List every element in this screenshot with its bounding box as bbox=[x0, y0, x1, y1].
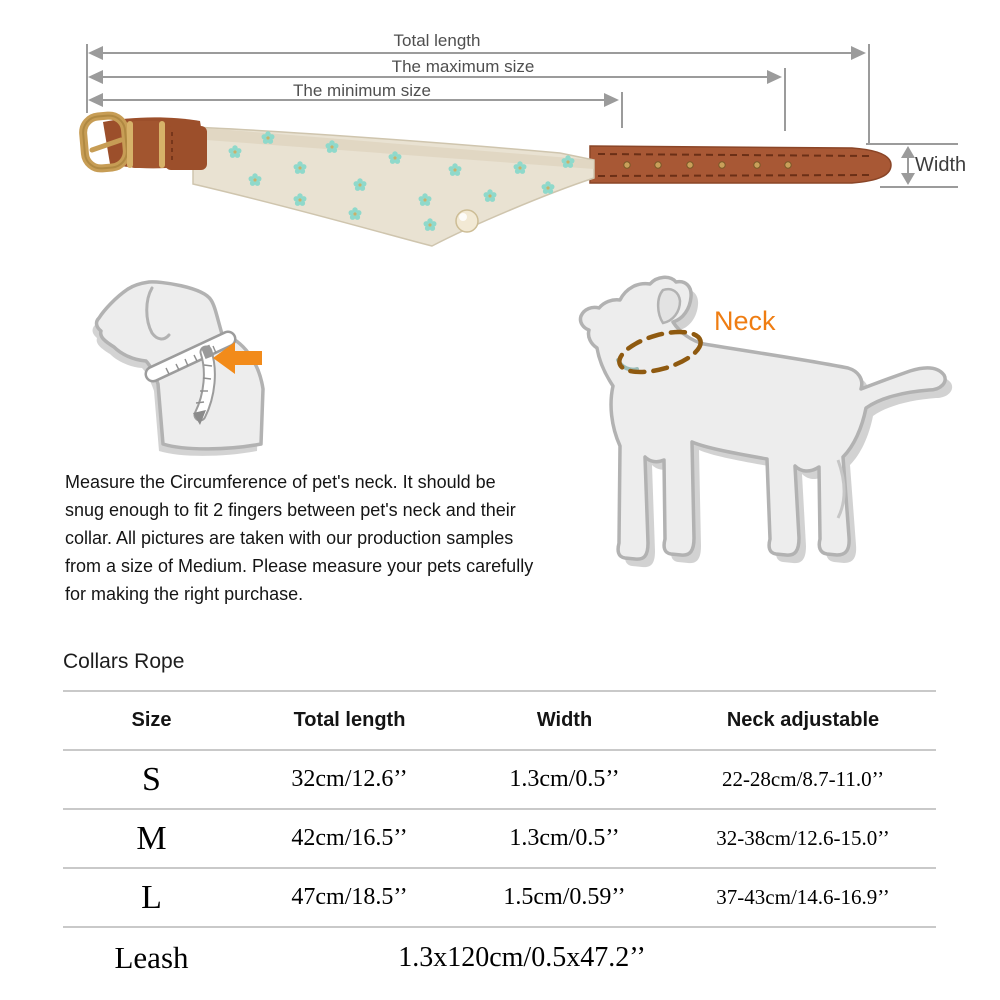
width-label: Width bbox=[915, 154, 967, 176]
col-header-width: Width bbox=[536, 709, 593, 731]
bandana bbox=[193, 127, 594, 246]
neck-adjustable-value: 22-28cm/8.7-11.0’’ bbox=[721, 767, 885, 791]
table-row bbox=[63, 751, 936, 810]
collar-illustration bbox=[82, 114, 891, 246]
minimum-size-label: The minimum size bbox=[293, 81, 431, 100]
table-row bbox=[63, 810, 936, 869]
total-length-value: 47cm/18.5’’ bbox=[291, 884, 408, 910]
size-value: M bbox=[136, 819, 167, 857]
neck-adjustable-value: 37-43cm/14.6-16.9’’ bbox=[716, 885, 890, 909]
total-length-value: 42cm/16.5’’ bbox=[291, 825, 408, 851]
note-line: Measure the Circumference of pet's neck. It should be bbox=[65, 472, 496, 492]
note-line: for making the right purchase. bbox=[65, 584, 304, 604]
collar-strap bbox=[590, 146, 891, 183]
pearl-button bbox=[456, 210, 478, 232]
size-table bbox=[63, 650, 936, 988]
maximum-size-label: The maximum size bbox=[391, 57, 535, 76]
size-value: L bbox=[141, 878, 162, 916]
size-table-grid bbox=[63, 690, 936, 988]
measurement-note bbox=[65, 468, 533, 608]
col-header-neck-adjustable: Neck adjustable bbox=[726, 709, 880, 731]
dog-head-illustration bbox=[93, 282, 263, 456]
leash-value: 1.3x120cm/0.5x47.2’’ bbox=[398, 942, 646, 973]
col-header-size: Size bbox=[131, 709, 172, 731]
total-length-label: Total length bbox=[393, 31, 481, 50]
table-title: Collars Rope bbox=[63, 650, 185, 673]
width-value: 1.3cm/0.5’’ bbox=[509, 766, 620, 792]
width-value: 1.5cm/0.59’’ bbox=[503, 884, 626, 910]
note-line: from a size of Medium. Please measure your pets carefully bbox=[65, 556, 534, 576]
leash-row bbox=[63, 928, 936, 988]
buckle bbox=[82, 114, 207, 170]
neck-adjustable-value: 32-38cm/12.6-15.0’’ bbox=[716, 826, 890, 850]
total-length-value: 32cm/12.6’’ bbox=[291, 766, 408, 792]
leash-label: Leash bbox=[114, 940, 189, 975]
size-value: S bbox=[142, 760, 161, 798]
note-line: snug enough to fit 2 fingers between pet's neck and their bbox=[65, 500, 516, 520]
table-row bbox=[63, 869, 936, 928]
width-value: 1.3cm/0.5’’ bbox=[509, 825, 620, 851]
col-header-total-length: Total length bbox=[293, 709, 406, 731]
table-header-row bbox=[63, 692, 936, 751]
note-line: collar. All pictures are taken with our production samples bbox=[65, 528, 514, 548]
neck-label: Neck bbox=[714, 306, 776, 336]
